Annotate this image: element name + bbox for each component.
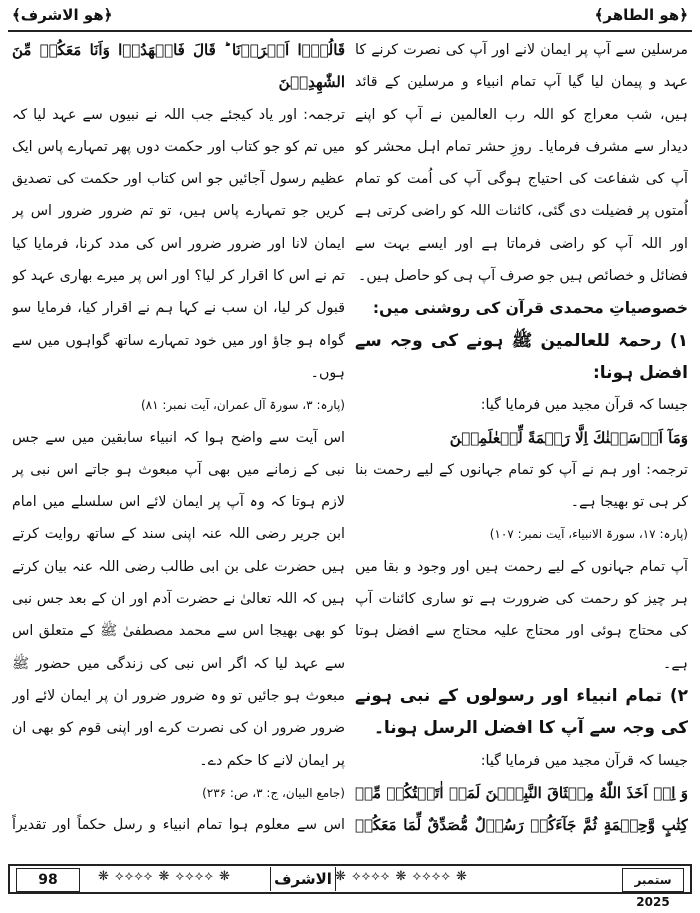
subsection-heading: ۲) تمام انبیاء اور رسولوں کے نبی ہونے کی وجہ سے آپ کا افضل الرسل ہونا۔ (355, 685, 688, 739)
reference-citation: (جامع البیان، ج: ۳، ص: ۲۳۶) (202, 785, 345, 800)
footer-ornament-left: ❋ ⟡⟡⟡⟡ ❋ ⟡⟡⟡⟡ ❋ (98, 869, 231, 884)
left-column (12, 34, 345, 842)
page-number: 98 (16, 868, 80, 892)
issue-date: ستمبر 2025 (622, 868, 684, 892)
right-column (355, 34, 688, 842)
paragraph: آپ تمام جہانوں کے لیے رحمت ہیں اور وجود و بقا میں ہر چیز کو رحمت کی ضرورت ہے تو ساری کائنات آپ کی محتاج ہوئی اور محتاج علیہ محتاج سے افضل ہوتا ہے۔ (355, 558, 688, 672)
reference-citation: (پارہ: ۱۷، سورۃ الانبیاء، آیت نمبر: ۱۰۷) (489, 527, 688, 542)
header-right-title: ﴿هو الطاهر﴾ (594, 6, 688, 24)
header-left-title: ﴿هو الاشرف﴾ (12, 6, 113, 24)
subsection-heading: ۱) رحمۃ للعالمین ﷺ ہونے کی وجہ سے افضل ہونا: (355, 330, 688, 383)
paragraph: جیسا کہ قرآن مجید میں فرمایا گیا: (480, 752, 688, 769)
quran-verse: وَ اِذۡ اَخَذَ اللّٰهُ مِيۡثَاقَ النَّبِيّٖنَ لَمَاۤ اٰتَيۡتُكُمۡ مِّنۡ كِتٰبٍ وَّحِكۡمَةٍ ثُمَّ جَآءَكُمۡ رَسُوۡلٌ مُّصَدِّقٌ لِّمَا مَعَكُمۡ (355, 783, 688, 835)
paragraph: جیسا کہ قرآن مجید میں فرمایا گیا: (480, 397, 688, 414)
paragraph: اس آیت سے واضح ہوا کہ انبیاء سابقین میں سے جس نبی کے زمانے میں بھی آپ مبعوث ہو جاتے اس نبی پر لازم ہوتا کہ وہ آپ پر ایمان لائے اس سلسلے میں امام ابن جریر رضی اللہ عنہ اپنی سند کے ساتھ روایت کرتے ہیں حضرت علی بن ابی طالب رضی اللہ عنہ بیان کرتے ہیں کہ اللہ تعالیٰ نے حضرت آدم اور ان کے بعد جس نبی کو بھی بھیجا اس سے محمد مصطفیٰ ﷺ کے متعلق اس سے عہد لیا کہ اگر اس نبی کی زندگی میں حضور ﷺ مبعوث ہو جائیں تو وہ ضرور ضرور ان پر ایمان لائے اور ضرور ضرور ان کی نصرت کرے اور اپنی قوم کو بھی ان پر ایمان لانے کا حکم دے۔ (12, 429, 345, 769)
page-header (8, 4, 692, 32)
paragraph: ترجمہ: اور ہم نے آپ کو تمام جہانوں کے لیے رحمت بنا کر ہی تو بھیجا ہے۔ (355, 461, 688, 511)
page-footer (8, 864, 692, 909)
footer-ornament-right: ❋ ⟡⟡⟡⟡ ❋ ⟡⟡⟡⟡ ❋ (335, 869, 468, 884)
section-heading: خصوصیاتِ محمدی قرآن کی روشنی میں: (372, 299, 688, 318)
quran-verse: وَمَآ اَرۡسَلۡنٰكَ اِلَّا رَحۡمَةً لِّلۡعٰلَمِيۡنَ (449, 428, 688, 447)
reference-citation: (پارہ: ۳، سورۃ آل عمران، آیت نمبر: ۸۱) (140, 398, 345, 413)
quran-verse: قَالُوۡۤا اَقۡرَرۡنَا ؕ قَالَ فَاشۡهَدُوۡا وَاَنَا مَعَكُمۡ مِّنَ الشّٰهِدِيۡنَ (12, 41, 345, 92)
publication-name: الاشرف (270, 867, 336, 891)
paragraph: ترجمہ: اور یاد کیجئے جب اللہ نے نبیوں سے عہد لیا کہ میں تم کو جو کتاب اور حکمت دوں پھر تمہارے پاس ایک عظیم رسول آجائیں جو اس کتاب اور حکمت کی تصدیق کریں جو تمہارے پاس ہیں، تو تم ضرور ضرور اس پر ایمان لانا اور ضرور ضرور اس کی مدد کرنا، فرمایا کیا تم نے اس کا اقرار کر لیا؟ اور اس پر میرے بھاری عہد کو قبول کر لیا، ان سب نے کہا ہم نے اقرار کیا، فرمایا سو گواہ ہو جاؤ اور میں خود تمہارے ساتھ گواہوں میں سے ہوں۔ (12, 106, 345, 381)
paragraph: اس سے معلوم ہوا تمام انبیاء و رسل حکماً اور تقدیراً (12, 817, 345, 834)
paragraph: مرسلین سے آپ پر ایمان لانے اور آپ کی نصرت کرنے کا عہد و پیمان لیا گیا آپ تمام انبیاء و مرسلین کے قائد ہیں، شب معراج کو اللہ رب العالمین نے آپ کو اپنے دیدار سے مشرف فرمایا۔ روزِ حشر تمام اہل محشر کو آپ کی شفاعت کی احتیاج ہوگی آپ کی اُمت کو تمام اُمتوں پر فضیلت دی گئی، کائنات اللہ کو راضی کرتی ہے اور اللہ آپ کو راضی فرماتا ہے اور ایسے بہت سے فضائل و خصائص ہیں جو صرف آپ ہی کو حاصل ہیں۔ (355, 42, 688, 285)
